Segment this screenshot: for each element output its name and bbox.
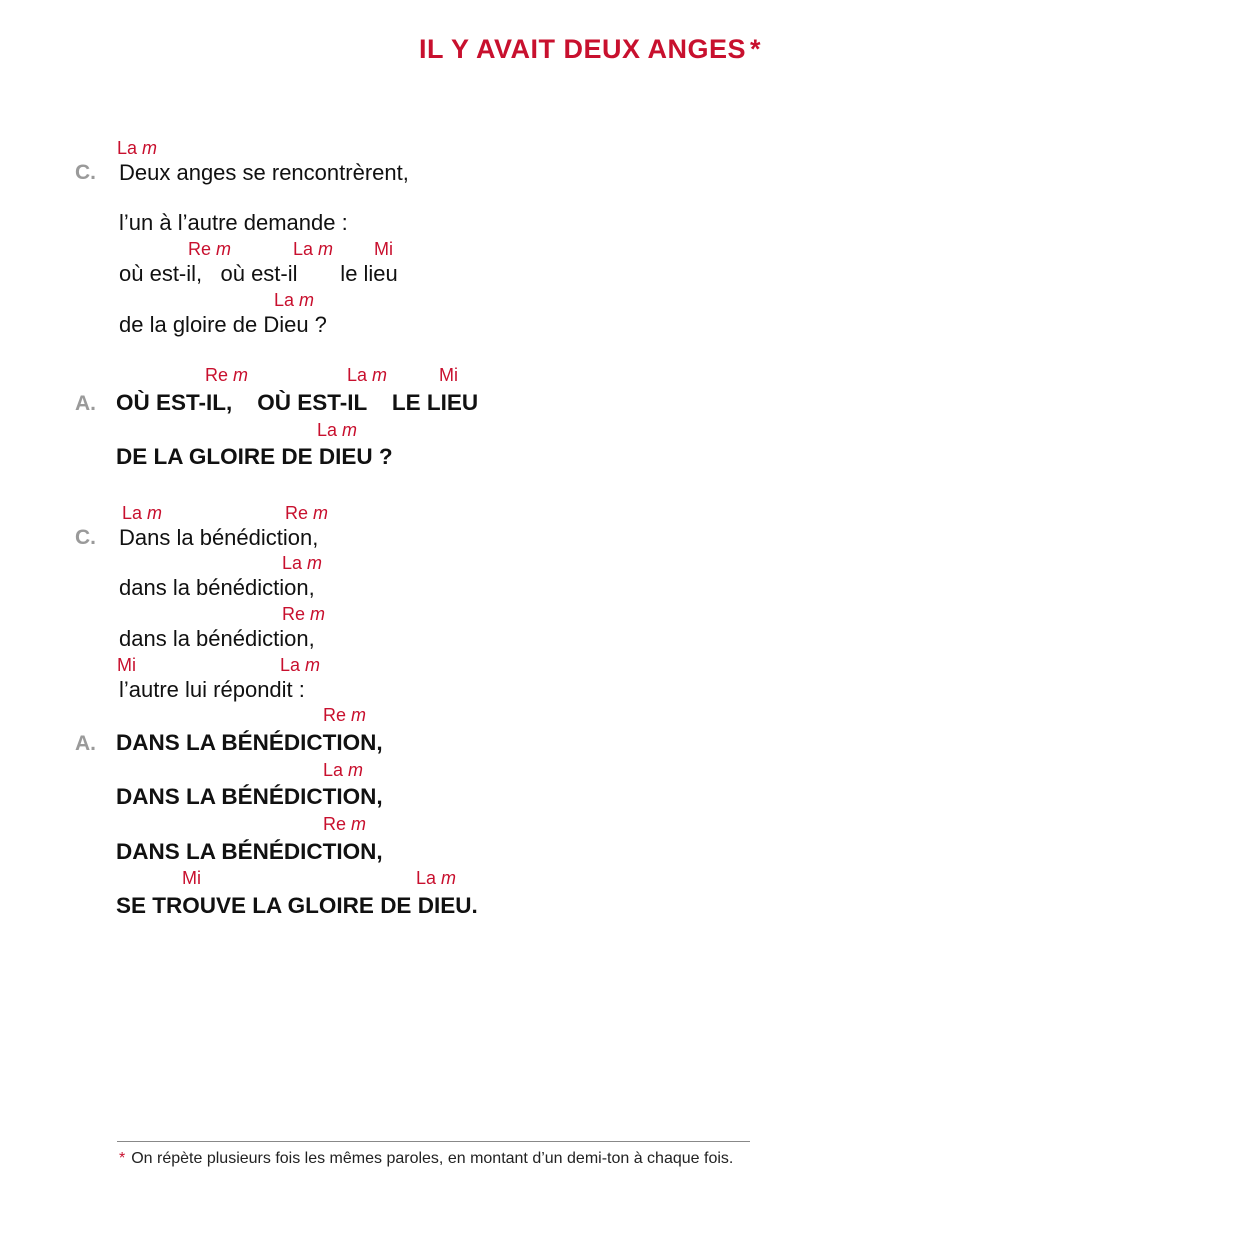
chord-la-minor: La m (274, 290, 315, 310)
role-label-cantor: C. (75, 161, 96, 184)
verse2-line1: Dans la bénédiction, (119, 525, 319, 550)
verse1-line3: où est-il, où est-il le lieu (119, 261, 398, 286)
chord-mi: Mi (439, 365, 458, 385)
chord-la-minor: La m (293, 239, 334, 259)
refrain2-line3: DANS LA BÉNÉDICTION, (116, 839, 383, 864)
verse2-line4: l’autre lui répondit : (119, 677, 305, 702)
footnote-text: On répète plusieurs fois les mêmes paroles, en montant d’un demi-ton à chaque fois. (131, 1150, 734, 1167)
chord-la-minor: La m (416, 868, 457, 888)
refrain2-line2: DANS LA BÉNÉDICTION, (116, 784, 383, 809)
chord-la-minor: La m (323, 760, 364, 780)
refrain2-line1: DANS LA BÉNÉDICTION, (116, 730, 383, 755)
chord-mi: Mi (182, 868, 201, 888)
footnote-mark: * (119, 1150, 126, 1167)
verse2-line3: dans la bénédiction, (119, 626, 315, 651)
chord-la-minor: La m (282, 553, 323, 573)
refrain2-line4: SE TROUVE LA GLOIRE DE DIEU. (116, 893, 478, 918)
chord-la-minor: La m (317, 420, 358, 440)
verse2-line2: dans la bénédiction, (119, 575, 315, 600)
chord-re-minor: Re m (282, 604, 326, 624)
chord-mi: Mi (117, 655, 136, 675)
verse1-line1: Deux anges se rencontrèrent, (119, 160, 409, 185)
chord-la-minor: La m (280, 655, 321, 675)
chord-re-minor: Re m (323, 705, 367, 725)
refrain1-line2: DE LA GLOIRE DE DIEU ? (116, 444, 393, 469)
title-footnote-mark: * (750, 34, 762, 64)
footnote-divider (117, 1141, 750, 1142)
song-title (0, 34, 1180, 65)
footnote (119, 1150, 733, 1168)
chord-re-minor: Re m (188, 239, 232, 259)
refrain1-line1: OÙ EST-IL, OÙ EST-IL LE LIEU (116, 390, 479, 415)
role-label-assembly: A. (75, 732, 96, 755)
verse1-line2: l’un à l’autre demande : (119, 210, 348, 235)
role-label-assembly: A. (75, 392, 96, 415)
verse1-line4: de la gloire de Dieu ? (119, 312, 327, 337)
chord-re-minor: Re m (205, 365, 249, 385)
chord-re-minor: Re m (285, 503, 329, 523)
chord-la-minor: La m (122, 503, 163, 523)
chord-la-minor: La m (347, 365, 388, 385)
role-label-cantor: C. (75, 526, 96, 549)
chord-mi: Mi (374, 239, 393, 259)
title-text: IL Y AVAIT DEUX ANGES (418, 34, 747, 64)
chord-re-minor: Re m (323, 814, 367, 834)
chord-la-minor: La m (117, 138, 158, 158)
